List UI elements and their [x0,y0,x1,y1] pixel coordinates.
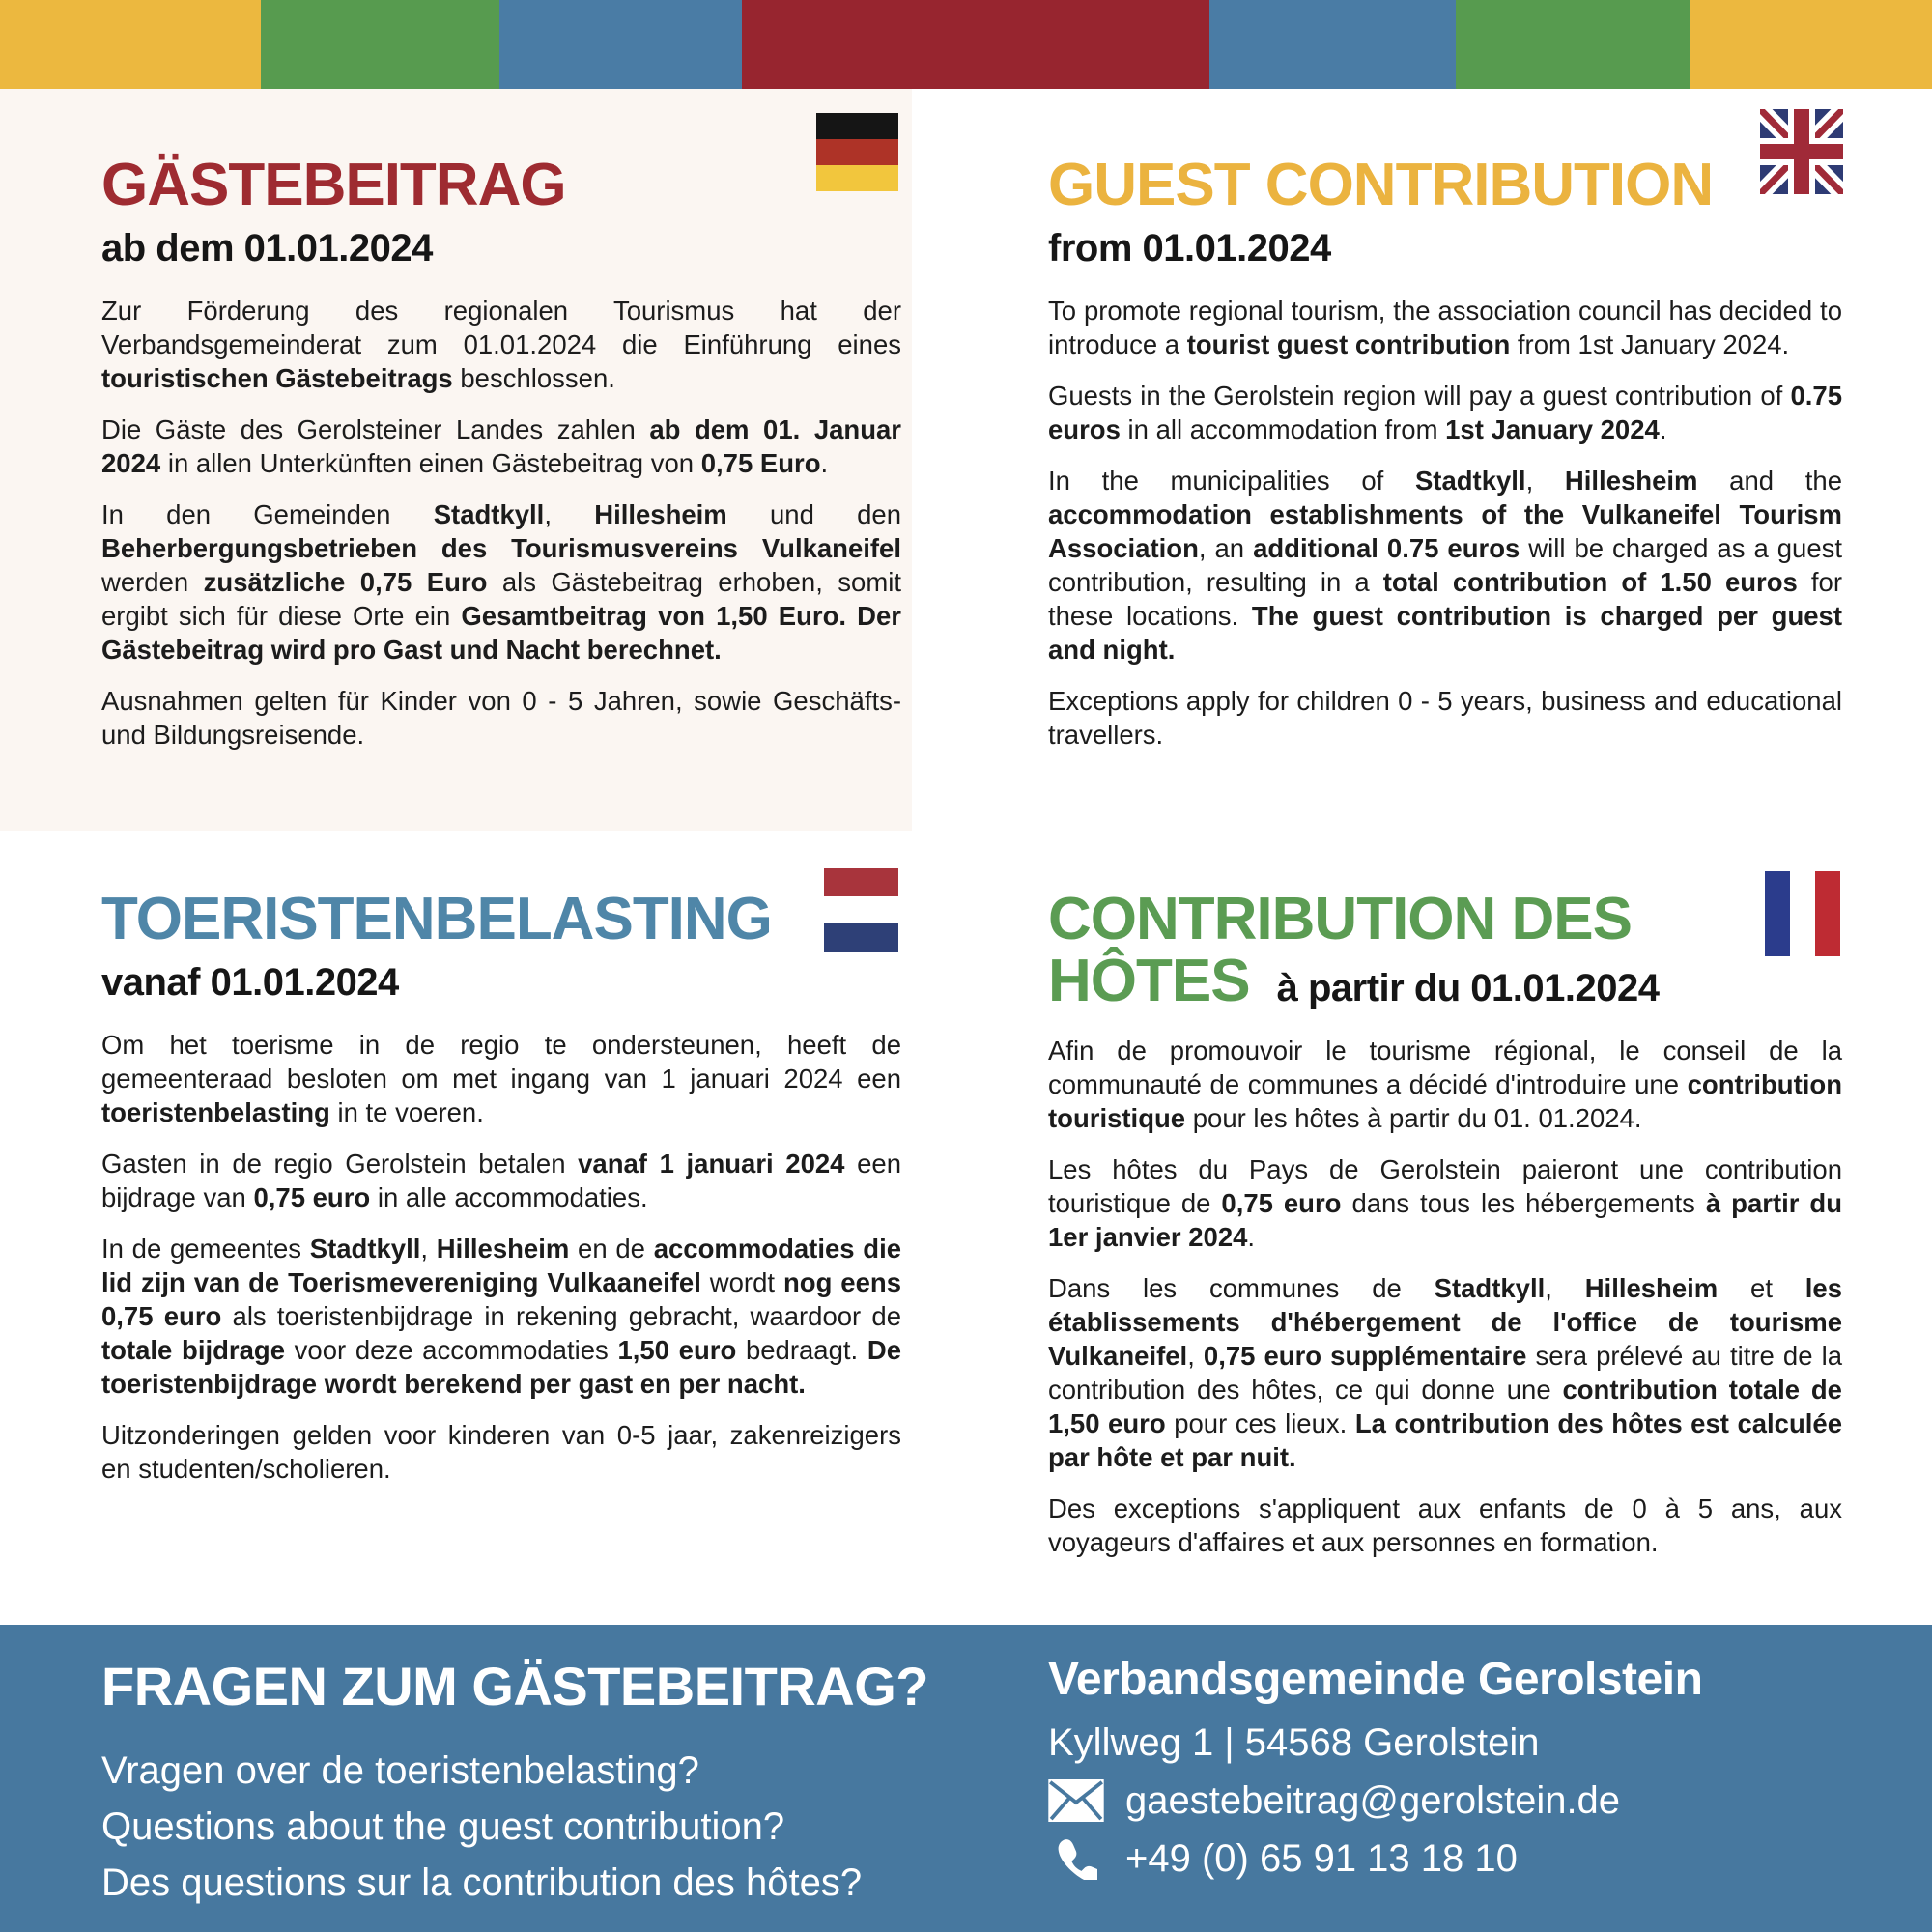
french-paragraph: Les hôtes du Pays de Gerolstein paieront une contribution touristique de 0,75 euro dans tous les hébergements à partir du 1er janvier 2024. [1048,1154,1843,1252]
english-paragraph: To promote regional tourism, the association council has decided to introduce a tourist guest contribution from 1st January 2024. [1048,296,1842,359]
dutch-paragraph: Uitzonderingen gelden voor kinderen van 0-5 jaar, zakenreizigers en studenten/scholieren. [101,1420,901,1484]
french-paragraph: Afin de promouvoir le tourisme régional, le conseil de la communauté de communes a décidé d'introduire une contribution touristique pour les hôtes à partir du 01. 01.2024. [1048,1036,1842,1133]
color-bar-segment [742,0,1209,89]
german-title: GÄSTEBEITRAG [101,152,566,218]
footer-org-name: Verbandsgemeinde Gerolstein [1048,1654,1703,1705]
german-paragraph: Zur Förderung des regionalen Tourismus hat der Verbandsgemeinderat zum 01.01.2024 die Einführung eines touristischen Gästebeitrags beschlossen. [101,296,901,393]
english-paragraph: Exceptions apply for children 0 - 5 years, business and educational travellers. [1048,686,1842,750]
german-subtitle: ab dem 01.01.2024 [101,227,433,270]
color-bar-segment [499,0,742,89]
dutch-paragraph: Gasten in de regio Gerolstein betalen vanaf 1 januari 2024 een bijdrage van 0,75 euro in alle accommodaties. [101,1149,901,1212]
english-paragraph: In the municipalities of Stadtkyll, Hillesheim and the accommodation establishments of the Vulkaneifel Tourism Association, an additional 0.75 euros will be charged as a guest contribution, resulting in a total contribution of 1.50 euros for these locations. The guest contribution is charged per guest and night. [1048,466,1842,665]
uk-flag-icon [1760,109,1843,194]
french-subtitle: à partir du 01.01.2024 [1276,967,1660,1009]
footer-question-french: Des questions sur la contribution des hôtes? [101,1861,863,1904]
section-french [1048,886,1843,1559]
french-paragraph: Dans les communes de Stadtkyll, Hillesheim et les établissements d'hébergement de l'office de tourisme Vulkaneifel, 0,75 euro supplémentaire sera prélevé au titre de la contribution des hôtes, ce qui donne une contribution totale de 1,50 euro pour ces lieux. La contribution des hôtes est calculée par hôte et par nuit. [1048,1273,1843,1472]
color-bar-segment [1690,0,1932,89]
french-title-line2: HÔTES [1048,948,1250,1014]
german-paragraph: Ausnahmen gelten für Kinder von 0 - 5 Jahren, sowie Geschäfts- und Bildungsreisende. [101,686,901,750]
german-paragraph: In den Gemeinden Stadtkyll, Hillesheim und den Beherbergungsbetrieben des Tourismusvereins Vulkaneifel werden zusätzliche 0,75 Euro als Gästebeitrag erhoben, somit ergibt sich für diese Orte ein Gesamtbeitrag von 1,50 Euro. Der Gästebeitrag wird pro Gast und Nacht berechnet. [101,499,902,665]
footer-question-title: FRAGEN ZUM GÄSTEBEITRAG? [101,1656,928,1717]
envelope-icon [1048,1779,1104,1822]
dutch-paragraph: In de gemeentes Stadtkyll, Hillesheim en de accommodaties die lid zijn van de Toerismevereniging Vulkaaneifel wordt nog eens 0,75 euro als toeristenbijdrage in rekening gebracht, waardoor de totale bijdrage voor deze accommodaties 1,50 euro bedraagt. De toeristenbijdrage wordt berekend per gast en per nacht. [101,1234,902,1399]
dutch-title: TOERISTENBELASTING [101,886,772,952]
footer-question-dutch: Vragen over de toeristenbelasting? [101,1749,699,1792]
color-bar-segment [0,0,261,89]
top-color-bar [0,0,1932,89]
french-title-line1: CONTRIBUTION DES [1048,886,1632,952]
france-flag-icon [1765,871,1840,956]
dutch-subtitle: vanaf 01.01.2024 [101,961,399,1004]
german-paragraph: Die Gäste des Gerolsteiner Landes zahlen ab dem 01. Januar 2024 in allen Unterkünften einen Gästebeitrag von 0,75 Euro. [101,414,902,478]
netherlands-flag-icon [824,868,898,952]
color-bar-segment [261,0,499,89]
footer-questions-block [101,1658,952,1911]
section-german [101,152,902,752]
footer-question-english: Questions about the guest contribution? [101,1805,785,1848]
germany-flag-icon [816,113,898,191]
dutch-paragraph: Om het toerisme in de regio te ondersteunen, heeft de gemeenteraad besloten om met ingang van 1 januari 2024 een toeristenbelasting in te voeren. [101,1030,901,1127]
section-english [1048,152,1842,752]
footer-address: Kyllweg 1 | 54568 Gerolstein [1048,1721,1540,1764]
english-paragraph: Guests in the Gerolstein region will pay a guest contribution of 0.75 euros in all accommodation from 1st January 2024. [1048,381,1842,444]
footer-phone: +49 (0) 65 91 13 18 10 [1125,1837,1518,1880]
footer-email: gaestebeitrag@gerolstein.de [1125,1779,1621,1822]
english-subtitle: from 01.01.2024 [1048,227,1331,270]
color-bar-segment [1209,0,1456,89]
french-paragraph: Des exceptions s'appliquent aux enfants de 0 à 5 ans, aux voyageurs d'affaires et aux personnes en formation. [1048,1493,1842,1557]
phone-icon [1048,1837,1104,1880]
footer [0,1625,1932,1932]
section-dutch [101,886,902,1486]
color-bar-segment [1456,0,1690,89]
footer-contact-block [1048,1654,1879,1893]
english-title: GUEST CONTRIBUTION [1048,152,1714,218]
